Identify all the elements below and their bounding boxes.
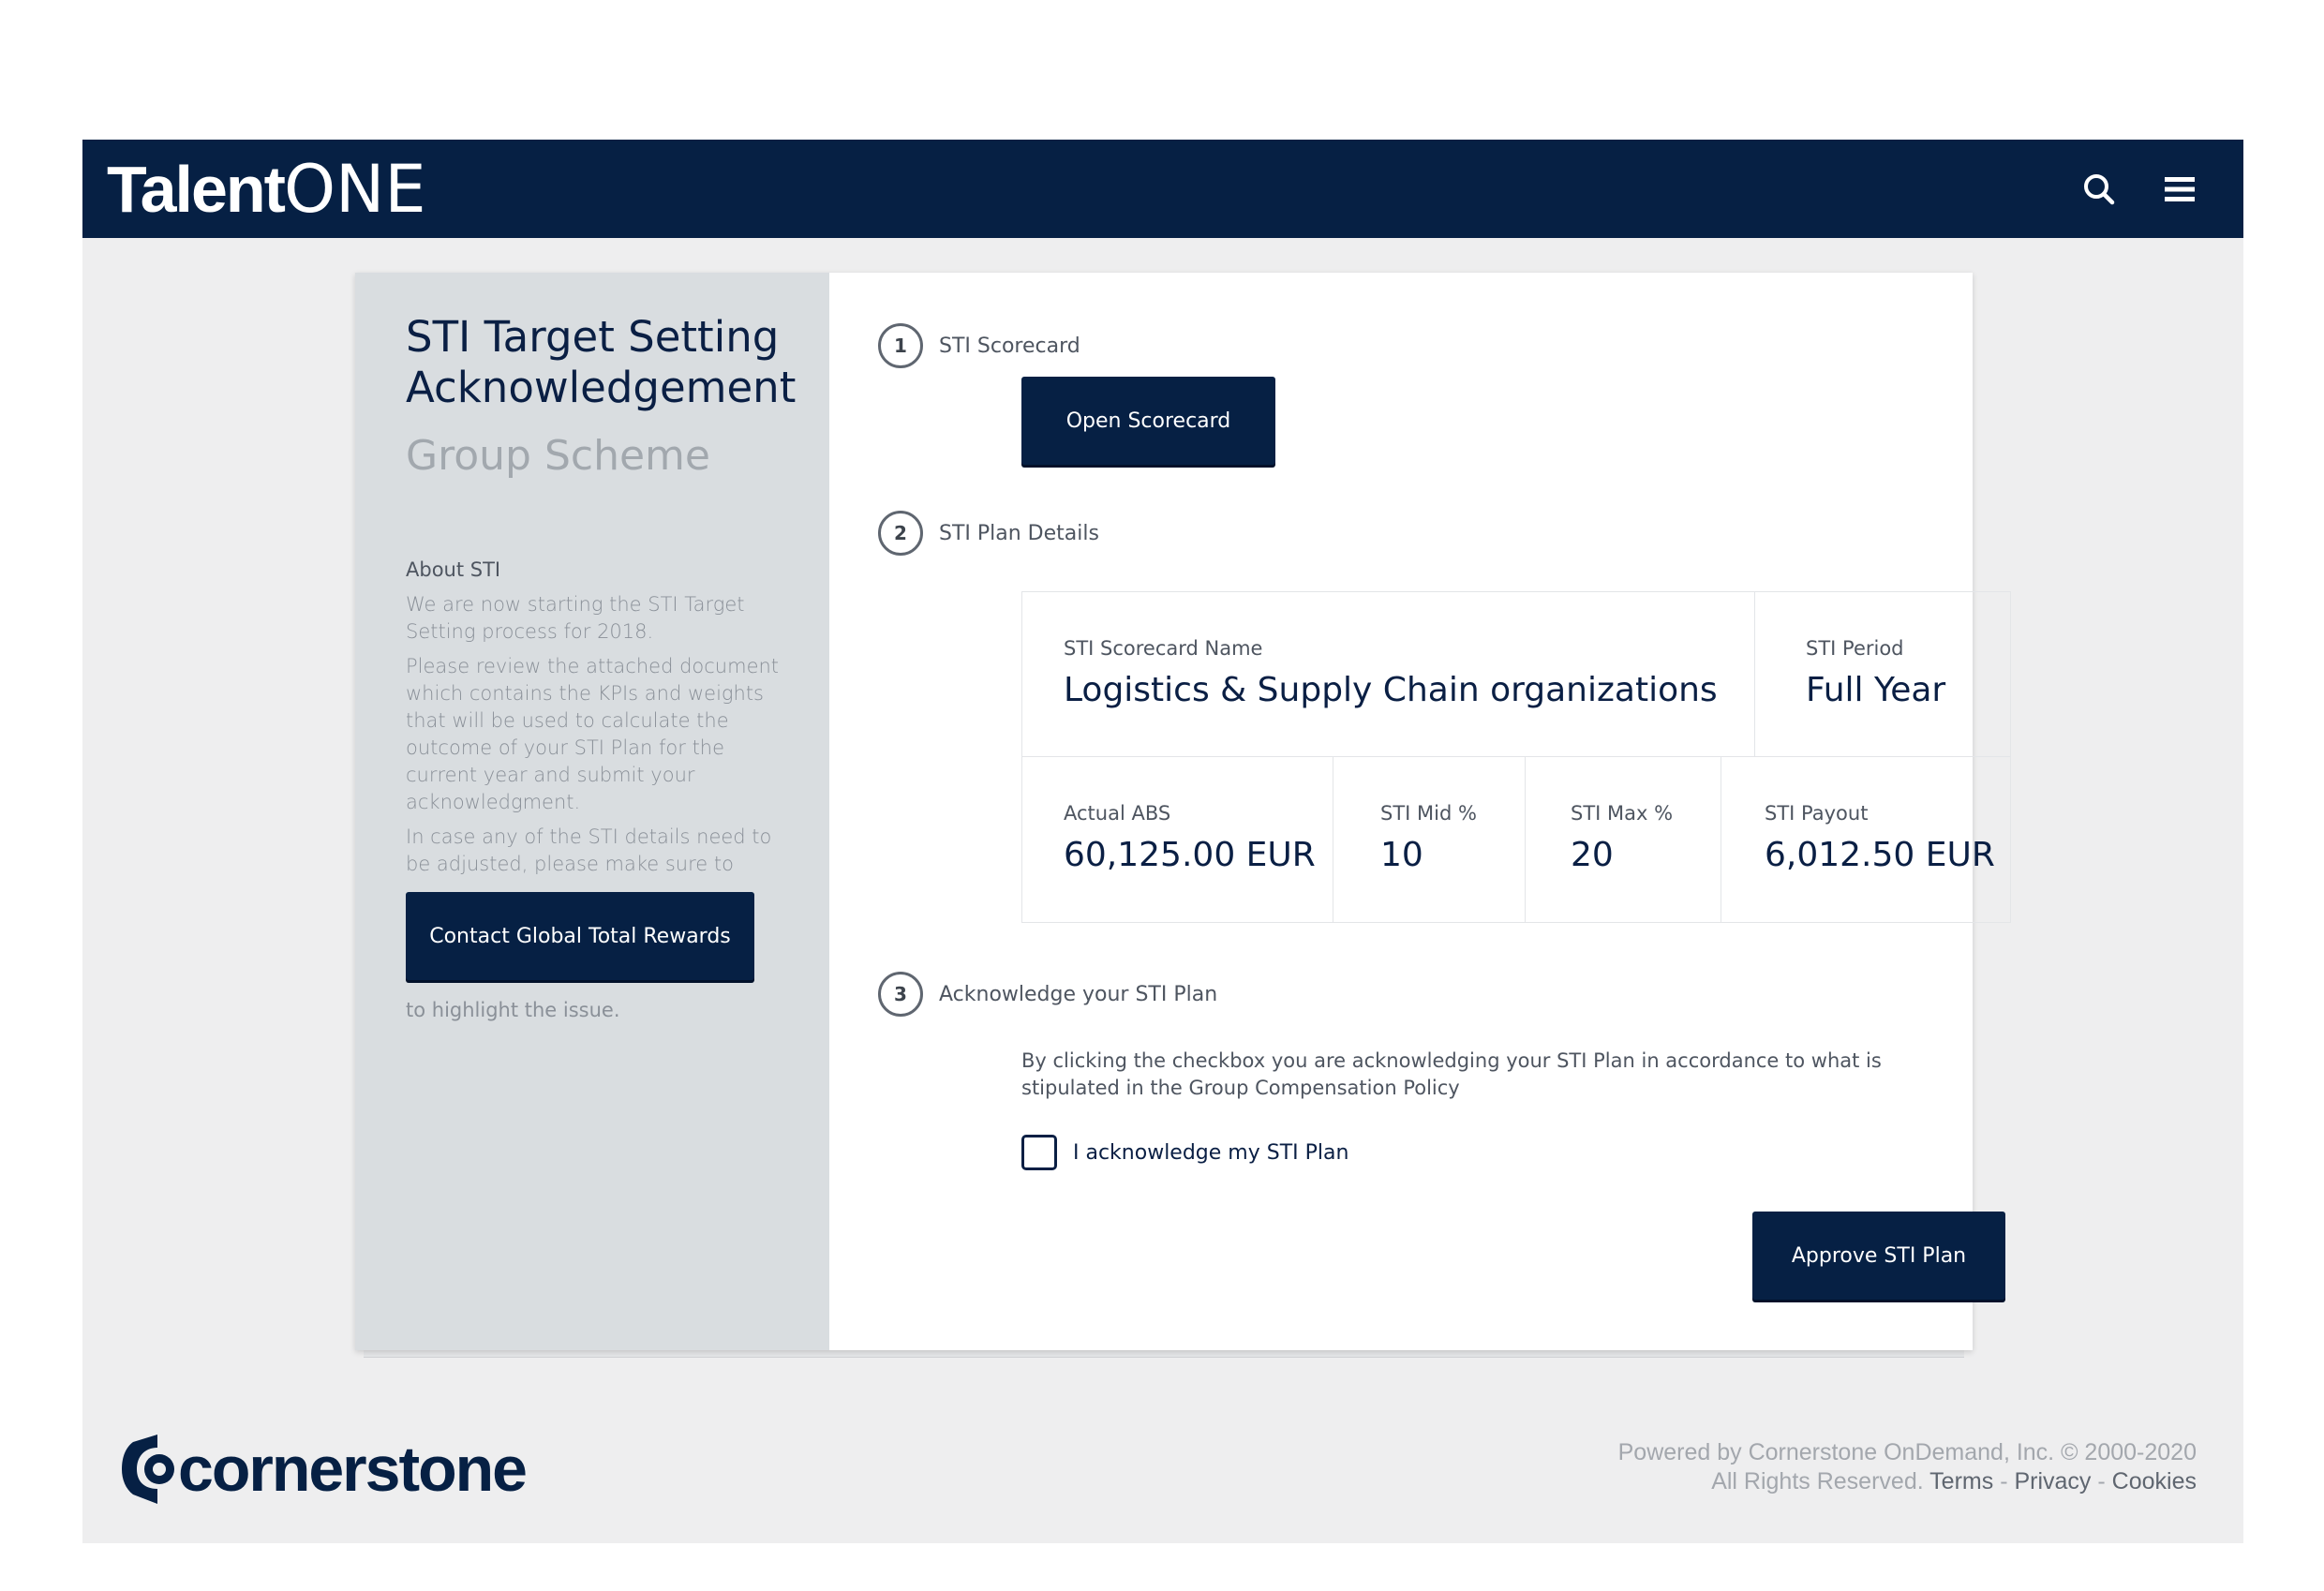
cornerstone-logo[interactable] [120,1433,526,1506]
field-value: Logistics & Supply Chain organizations [1064,671,1718,709]
step-label: STI Plan Details [939,521,1099,545]
contact-global-total-rewards-button[interactable]: Contact Global Total Rewards [406,892,754,980]
logo-text-light: ONE [283,150,426,228]
field-value: 6,012.50 EUR [1765,836,1995,874]
page-subtitle: Group Scheme [406,432,710,480]
footer-links-line [1618,1467,2197,1496]
about-text [406,591,790,885]
field-label: STI Mid % [1380,802,1477,825]
top-navigation-bar [82,140,2243,238]
terms-link[interactable]: Terms [1929,1468,1994,1494]
cornerstone-logo-mark [120,1435,178,1504]
about-tail-text: to highlight the issue. [406,999,620,1021]
cookies-link[interactable]: Cookies [2111,1468,2197,1494]
actual-abs-cell [1022,757,1333,922]
step-label: Acknowledge your STI Plan [939,982,1218,1006]
search-icon[interactable] [2080,171,2118,208]
step-number-badge: 2 [878,511,923,556]
sti-card [355,273,1995,1350]
card-stack-edge [364,1350,1964,1358]
footer-powered-by: Powered by Cornerstone OnDemand, Inc. © 2000-2020 [1617,1439,2197,1465]
step-number-badge: 1 [878,323,923,368]
acknowledge-checkbox-label[interactable]: I acknowledge my STI Plan [1073,1140,1349,1165]
field-value: 20 [1571,836,1614,874]
field-value: 60,125.00 EUR [1064,836,1316,874]
sti-mid-cell [1333,757,1526,922]
period-cell [1755,592,2010,757]
field-label: STI Max % [1571,802,1674,825]
footer-separator: - [2000,1468,2008,1494]
app-frame [82,140,2243,1543]
info-sidebar [355,273,829,1350]
field-label: STI Period [1806,637,1904,660]
sti-max-cell [1526,757,1721,922]
acknowledge-checkbox-row[interactable] [1021,1135,1348,1170]
sti-payout-cell [1721,757,2010,922]
step-label: STI Scorecard [939,334,1080,358]
cornerstone-logo-text: cornerstone [178,1434,526,1505]
footer-rights: All Rights Reserved. [1711,1468,1924,1494]
plan-details-table [1021,591,2011,923]
scorecard-name-cell [1022,592,1755,757]
acknowledge-description: By clicking the checkbox you are acknowledging your STI Plan in accordance to what is stipulated in the Group Compensation Policy [1021,1049,1882,1099]
step-1-header [878,323,1080,368]
about-paragraph: In case any of the STI details need to be adjusted, please make sure to [406,825,772,875]
about-heading: About STI [406,558,501,581]
talentone-logo[interactable] [107,149,426,229]
logo-text-bold: Talent [107,152,284,226]
footer-separator: - [2097,1468,2106,1494]
open-scorecard-button[interactable]: Open Scorecard [1021,377,1275,465]
about-paragraph: We are now starting the STI Target Setting process for 2018. [406,593,745,643]
step-2-header [878,511,1099,556]
hamburger-menu-icon[interactable] [2161,171,2198,208]
field-label: STI Scorecard Name [1064,637,1263,660]
step-number-badge: 3 [878,972,923,1017]
acknowledge-checkbox[interactable] [1021,1135,1057,1170]
about-paragraph: Please review the attached document which contains the KPIs and weights that will be used to calculate the outcome of your STI Plan for the current year and submit your acknowledgment. [406,655,780,813]
field-label: Actual ABS [1064,802,1171,825]
privacy-link[interactable]: Privacy [2014,1468,2092,1494]
page-title: STI Target Setting Acknowledgement [406,312,797,412]
approve-sti-plan-button[interactable]: Approve STI Plan [1752,1212,2005,1300]
step-3-header [878,972,1217,1017]
field-value: 10 [1380,836,1423,874]
footer-legal [1618,1438,2197,1496]
field-label: STI Payout [1765,802,1869,825]
field-value: Full Year [1806,671,1946,709]
